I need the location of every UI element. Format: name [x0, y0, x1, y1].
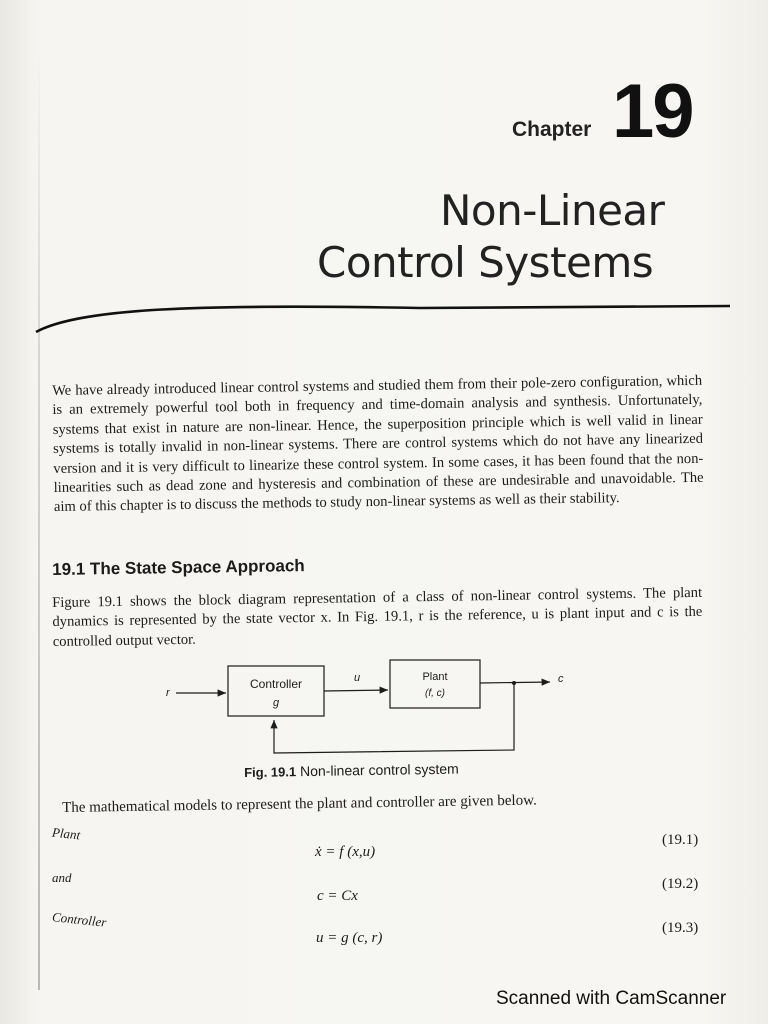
section-title: The State Space Approach: [89, 556, 305, 579]
output-signal-label: c: [558, 673, 564, 685]
figure-number: Fig. 19.1: [244, 764, 297, 780]
intro-paragraph: We have already introduced linear control systems and studied them from their pole-zero configuration, which is an extremely powerful tool both in frequency and time-domain analysis and synthesis. Unfortunately, systems that exist in nature are non-linear. Hence, the superposition principle which is well valid in linear systems is totally invalid in non-linear systems. There are control systems which do not have any linearized version and it is very difficult to linearize these control system. In some cases, it has been found that the non-linearities such as dead zone and hysteresis and combination of these are undesirable and unavoidable. The aim of this chapter is to discuss the methods to study non-linear systems as well as their stability.: [52, 372, 704, 516]
chapter-number: 19: [612, 69, 693, 154]
models-intro-text: The mathematical models to represent the plant and controller are given below.: [62, 792, 537, 816]
block-diagram: [150, 650, 590, 762]
plant-sublabel: (f, c): [425, 688, 445, 699]
equation-plant: ẋ = f (x,u): [315, 844, 376, 860]
chapter-header-rule: [0, 290, 768, 350]
equation-label-and: and: [52, 870, 72, 885]
plant-label: Plant: [422, 671, 448, 683]
equation-controller: u = g (c, r): [316, 930, 383, 946]
figure-caption-text: Non-linear control system: [299, 760, 459, 780]
section-heading: [52, 556, 305, 580]
figure-caption: [244, 761, 459, 780]
page-gutter-shadow: [38, 40, 40, 990]
equation-label-plant: Plant: [51, 824, 81, 843]
equation-number-3: (19.3): [662, 920, 699, 936]
controller-label: Controller: [249, 677, 303, 691]
chapter-title-line-1: Non-Linear: [440, 186, 665, 235]
feedback-path: [274, 683, 514, 753]
chapter-label: Chapter: [512, 118, 592, 141]
equation-number-1: (19.1): [662, 832, 699, 848]
section-paragraph: Figure 19.1 shows the block diagram representation of a class of non-linear control systems. The plant dynamics is represented by the state vector x. In Fig. 19.1, r is the reference, u is plant input and c is the controlled output vector.: [52, 584, 703, 650]
equation-label-controller: Controller: [51, 909, 108, 930]
controller-sublabel: g: [272, 697, 280, 709]
equation-number-2: (19.2): [662, 876, 699, 892]
plant-input-label: u: [354, 672, 361, 684]
chapter-title-line-2: Control Systems: [317, 238, 654, 287]
plant-block: [390, 660, 480, 708]
equation-output: c = Cx: [317, 888, 358, 904]
input-signal-label: r: [166, 687, 170, 699]
camscanner-watermark: Scanned with CamScanner: [496, 988, 727, 1009]
controller-to-plant-arrow: [324, 690, 388, 691]
section-number: 19.1: [52, 559, 86, 579]
